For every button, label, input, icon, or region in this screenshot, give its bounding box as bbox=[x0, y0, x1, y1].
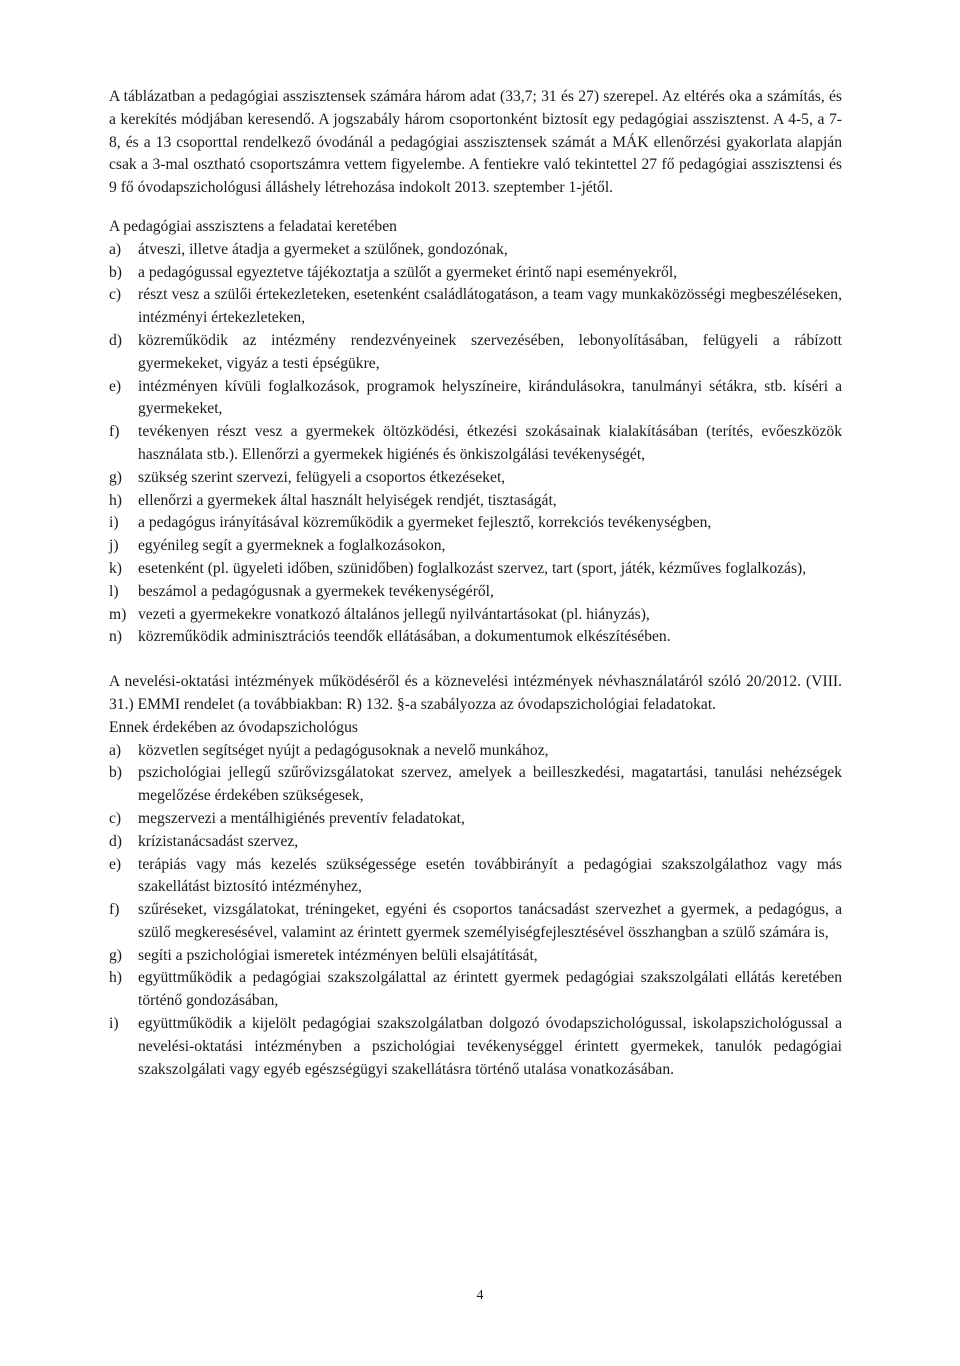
list-item-letter: c) bbox=[109, 286, 122, 304]
list-item bbox=[109, 535, 842, 558]
list-item bbox=[109, 558, 842, 581]
list-item-letter: j) bbox=[109, 537, 119, 555]
psychologist-task-list bbox=[109, 740, 842, 1082]
list-item-letter: i) bbox=[109, 514, 119, 532]
list-item-letter: e) bbox=[109, 377, 122, 395]
list-item bbox=[109, 284, 842, 330]
list-item bbox=[109, 330, 842, 376]
list-item bbox=[109, 740, 842, 763]
list-item-letter: m) bbox=[109, 605, 127, 623]
list-item-letter: d) bbox=[109, 832, 122, 850]
list-item-text: a pedagógussal egyeztetve tájékoztatja a szülőt a gyermeket érintő napi eseményekről, bbox=[138, 263, 678, 281]
list-item bbox=[109, 490, 842, 513]
list-item-letter: d) bbox=[109, 331, 122, 349]
list-item-text: intézményen kívüli foglalkozások, programok helyszíneire, kirándulásokra, tanulmányi sétákra, stb. kíséri a gyermekeket, bbox=[138, 377, 842, 418]
list-item bbox=[109, 604, 842, 627]
list-item bbox=[109, 512, 842, 535]
list-item-letter: c) bbox=[109, 809, 122, 827]
list-item-text: vezeti a gyermekekre vonatkozó általános jellegű nyilvántartásokat (pl. hiányzás), bbox=[138, 605, 650, 623]
list-item-letter: h) bbox=[109, 969, 122, 987]
list-item-letter: i) bbox=[109, 1015, 119, 1033]
paragraph-assistant-intro: A pedagógiai asszisztens a feladatai keretében bbox=[109, 217, 397, 235]
list-item bbox=[109, 854, 842, 900]
list-item-letter: g) bbox=[109, 468, 122, 486]
list-item-letter: n) bbox=[109, 628, 122, 646]
list-item-text: terápiás vagy más kezelés szükségessége esetén továbbirányít a pedagógiai szakszolgálathoz vagy más szakellátást biztosító intézményhez, bbox=[138, 855, 842, 896]
list-item bbox=[109, 762, 842, 808]
list-item-text: a pedagógus irányításával közreműködik a gyermeket fejlesztő, korrekciós tevékenységben, bbox=[138, 514, 712, 532]
list-item-text: ellenőrzi a gyermekek által használt helyiségek rendjét, tisztaságát, bbox=[138, 491, 557, 509]
list-item bbox=[109, 581, 842, 604]
paragraph-psychologist-intro: Ennek érdekében az óvodapszichológus bbox=[109, 718, 358, 736]
list-item bbox=[109, 262, 842, 285]
paragraph-regulation: A nevelési-oktatási intézmények működéséről és a köznevelési intézmények névhasználatáról szóló 20/2012. (VIII. 31.) EMMI rendelet (a továbbiakban: R) 132. §-a szabályozza az óvodapszichológiai feladatokat. bbox=[109, 673, 842, 713]
list-item-letter: b) bbox=[109, 764, 122, 782]
spacer bbox=[109, 200, 842, 216]
list-item-text: szűréseket, vizsgálatokat, tréningeket, egyéni és csoportos tanácsadást szervezhet a gyermek, a pedagógus, a szülő megkeresésével, valamint az érintett gyermek személyiségfejlesztésével összhangban a szülő számára is, bbox=[138, 901, 842, 941]
assistant-task-list bbox=[109, 239, 842, 649]
list-item-letter: b) bbox=[109, 263, 122, 281]
list-item-letter: k) bbox=[109, 559, 122, 577]
list-item-text: tevékenyen részt vesz a gyermekek öltözködési, étkezési szokásainak kialakításában (terítés, evőeszközök használata stb.). Ellenőrzi a gyermekek higiénés és önkiszolgálási tevékenységét, bbox=[138, 423, 842, 463]
list-item-text: pszichológiai jellegű szűrővizsgálatokat szervez, amelyek a beilleszkedési, magatartási, tanulási nehézségek megelőzése érdekében szükségesek, bbox=[138, 764, 842, 805]
list-item-text: beszámol a pedagógusnak a gyermekek tevékenységéről, bbox=[138, 582, 494, 600]
list-item-letter: h) bbox=[109, 491, 122, 509]
list-item-letter: g) bbox=[109, 946, 122, 964]
list-item-text: együttműködik a kijelölt pedagógiai szakszolgálatban dolgozó óvodapszichológussal, iskolapszichológussal a nevelési-oktatási intézményben a pszichológiai tevékenységgel érintett gyermekek, tanulók pedagógiai szakszolgálati vagy egyéb egészségügyi szakellátásra történő utalása vonatkozásában. bbox=[138, 1015, 842, 1078]
list-item-text: átveszi, illetve átadja a gyermeket a szülőnek, gondozónak, bbox=[138, 240, 508, 258]
list-item-letter: f) bbox=[109, 901, 120, 919]
list-item-text: együttműködik a pedagógiai szakszolgálattal az érintett gyermek pedagógiai szakszolgálati ellátás keretében történő gondozásában, bbox=[138, 969, 842, 1010]
list-item bbox=[109, 899, 842, 945]
list-item-text: szükség szerint szervezi, felügyeli a csoportos étkezéseket, bbox=[138, 468, 506, 486]
list-item-letter: f) bbox=[109, 423, 120, 441]
list-item-text: megszervezi a mentálhigiénés preventív feladatokat, bbox=[138, 809, 465, 827]
list-item-text: részt vesz a szülői értekezleteken, esetenként családlátogatáson, a team vagy munkaközösségi megbeszéléseken, intézményi értekezleteken, bbox=[138, 286, 842, 327]
list-item bbox=[109, 808, 842, 831]
list-item bbox=[109, 945, 842, 968]
list-item-text: krízistanácsadást szervez, bbox=[138, 832, 299, 850]
list-item bbox=[109, 1013, 842, 1081]
list-item bbox=[109, 239, 842, 262]
list-item-letter: l) bbox=[109, 582, 119, 600]
list-item-text: esetenként (pl. ügyeleti időben, szünidőben) foglalkozást szervez, tart (sport, játék, kézműves foglalkozás), bbox=[138, 559, 807, 577]
list-item-letter: a) bbox=[109, 240, 122, 258]
list-item-text: közreműködik az intézmény rendezvényeinek szervezésében, lebonyolításában, felügyeli a rábízott gyermekeket, vigyáz a testi épségükre, bbox=[138, 331, 842, 372]
paragraph-table-explanation: A táblázatban a pedagógiai asszisztensek számára három adat (33,7; 31 és 27) szerepel. Az eltérés oka a számítás, és a kerekítés módjában keresendő. A jogszabály három csoportonként biztosít egy pedagógiai asszisztenst. A 4-5, a 7-8, és a 13 csoporttal rendelkező óvodánál a pedagógiai asszisztensek számát a MÁK ellenőrzési gyakorlata alapján csak a 3-mal osztható csoportszámra vettem figyelembe. A fentiekre való tekintettel 27 fő pedagógiai asszisztensi és 9 fő óvodapszichológusi álláshely létrehozása indokolt 2013. szeptember 1-jétől. bbox=[109, 88, 842, 197]
list-item bbox=[109, 421, 842, 467]
spacer bbox=[109, 649, 842, 671]
list-item bbox=[109, 831, 842, 854]
list-item bbox=[109, 967, 842, 1013]
list-item-letter: e) bbox=[109, 855, 122, 873]
list-item-text: közreműködik adminisztrációs teendők ellátásában, a dokumentumok elkészítésében. bbox=[138, 628, 671, 646]
list-item bbox=[109, 626, 842, 649]
list-item-text: egyénileg segít a gyermeknek a foglalkozásokon, bbox=[138, 537, 446, 555]
list-item-letter: a) bbox=[109, 741, 122, 759]
list-item-text: közvetlen segítséget nyújt a pedagógusoknak a nevelő munkához, bbox=[138, 741, 549, 759]
list-item bbox=[109, 467, 842, 490]
page-number: 4 bbox=[476, 1288, 484, 1303]
list-item-text: segíti a pszichológiai ismeretek intézményen belüli elsajátítását, bbox=[138, 946, 538, 964]
list-item bbox=[109, 376, 842, 422]
